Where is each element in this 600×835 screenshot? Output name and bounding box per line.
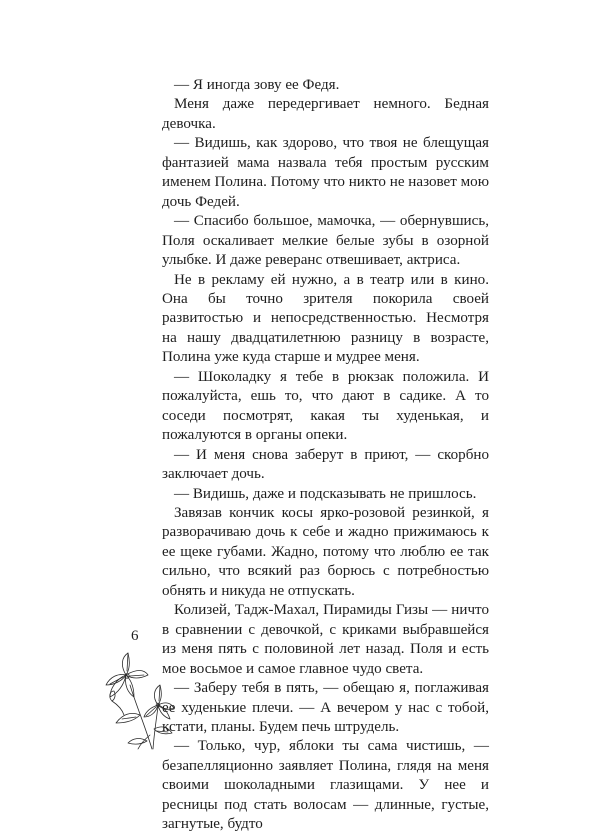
paragraph: — Только, чур, яблоки ты сама чистишь, — безапелляционно заявляет Полина, глядя на меня своими шоколадными глазищами. У нее и ресницы под стать волосам — длинные, густые, загнутые, будто (162, 738, 489, 833)
paragraph: — Шоколадку я тебе в рюкзак положила. И пожалуйста, ешь то, что дают в садике. А то соседи посмотрят, какая ты худенькая, и пожалуются в органы опеки. (162, 368, 489, 444)
page-number: 6 (131, 628, 139, 644)
paragraph: — Видишь, как здорово, что твоя не блещущая фантазией мама назвала тебя простым русским именем Полина. Потому что никто не назовет мою дочь Федей. (162, 135, 489, 210)
body-text (162, 76, 489, 835)
paragraph: — Видишь, даже и подсказывать не пришлось. (174, 485, 477, 502)
paragraph: Колизей, Тадж-Махал, Пирамиды Гизы — ничто в сравнении с девочкой, с криками выбравшейся из меня пять с половиной лет назад. Поля и есть мое восьмое и самое главное чудо света. (162, 602, 489, 677)
paragraph: Не в рекламу ей нужно, а в театр или в кино. Она бы точно зрителя покорила своей развитостью и непосредственностью. Несмотря на нашу двадцатилетнюю разницу в возрасте, Полина уже куда старше и мудрее меня. (162, 271, 489, 366)
paragraph: Завязав кончик косы ярко-розовой резинкой, я разворачиваю дочь к себе и жадно прижимаюсь к ее щеке губами. Жадно, потому что люблю ее так сильно, что всякий раз борюсь с потребностью обнять и никуда не отпускать. (162, 504, 489, 599)
paragraph: Меня даже передергивает немного. Бедная девочка. (162, 96, 489, 132)
flower-illustration-icon (100, 645, 175, 750)
paragraph: — Я иногда зову ее Федя. (174, 77, 340, 93)
paragraph: — Заберу тебя в пять, — обещаю я, поглаживая ее худенькие плечи. — А вечером у нас с тобой, кстати, планы. Будем печь штрудель. (162, 680, 489, 735)
paragraph: — Спасибо большое, мамочка, — обернувшись, Поля оскаливает мелкие белые зубы в озорной улыбке. И даже реверанс отвешивает, актриса. (162, 213, 489, 269)
paragraph: — И меня снова заберут в приют, — скорбно заключает дочь. (162, 446, 489, 483)
